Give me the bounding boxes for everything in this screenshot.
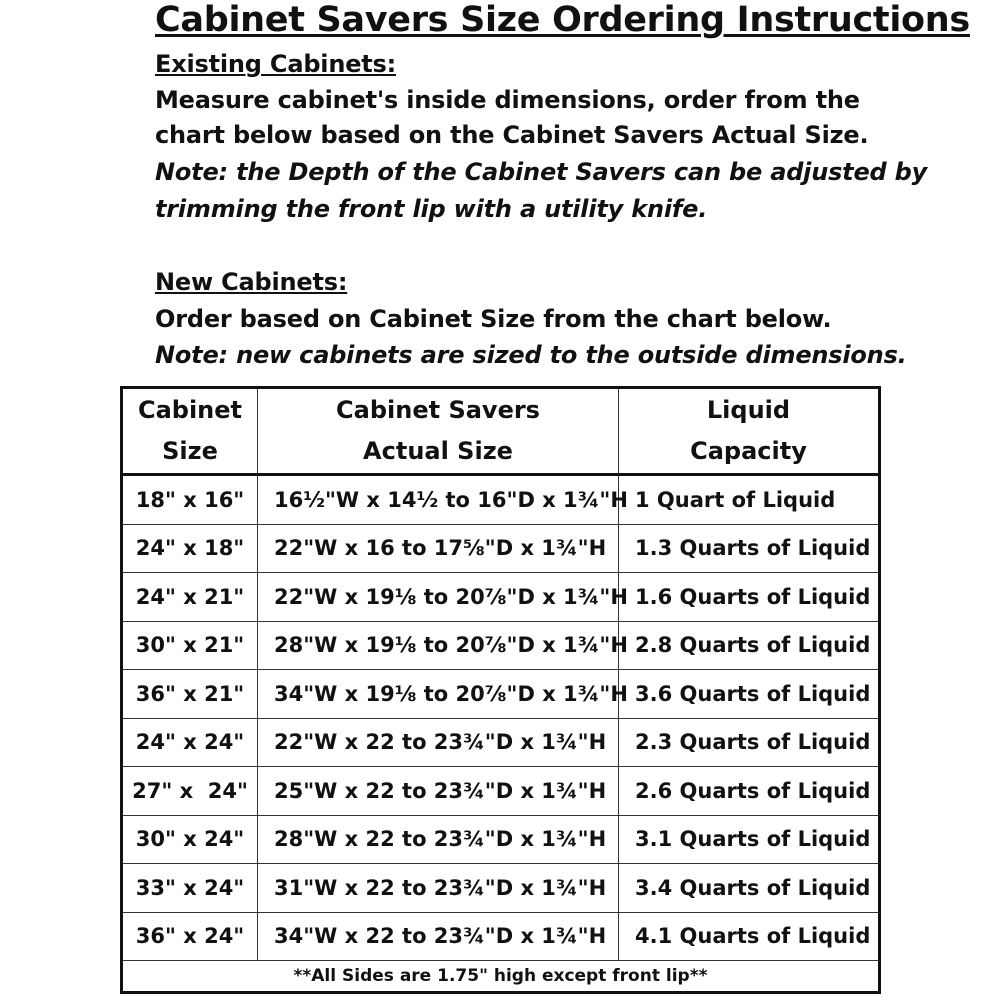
actual-size-cell: 28"W x 19⅛ to 20⅞"D x 1¾"H xyxy=(258,621,619,670)
actual-size-cell: 28"W x 22 to 23¾"D x 1¾"H xyxy=(258,815,619,864)
table-row xyxy=(122,815,880,864)
cabinet-size-cell: 24" x 21" xyxy=(122,573,258,622)
existing-instructions-line-2: chart below based on the Cabinet Savers Actual Size. xyxy=(155,121,869,149)
capacity-cell: 4.1 Quarts of Liquid xyxy=(619,912,880,961)
capacity-cell: 1 Quart of Liquid xyxy=(619,475,880,525)
table-footer-note: **All Sides are 1.75" high except front lip** xyxy=(122,961,880,993)
header-liquid-capacity-line-2: Capacity xyxy=(690,437,807,465)
header-cabinet-size xyxy=(122,388,258,475)
cabinet-size-cell: 18" x 16" xyxy=(122,475,258,525)
capacity-cell: 3.6 Quarts of Liquid xyxy=(619,670,880,719)
table-row xyxy=(122,475,880,525)
header-actual-size xyxy=(258,388,619,475)
cabinet-size-cell: 30" x 21" xyxy=(122,621,258,670)
size-chart-table xyxy=(120,386,881,994)
cabinet-size-cell: 24" x 24" xyxy=(122,718,258,767)
header-cabinet-size-line-1: Cabinet xyxy=(137,396,243,424)
cabinet-size-cell: 30" x 24" xyxy=(122,815,258,864)
table-row xyxy=(122,767,880,816)
header-liquid-capacity xyxy=(619,388,880,475)
table-row xyxy=(122,718,880,767)
cabinet-size-cell: 24" x 18" xyxy=(122,524,258,573)
capacity-cell: 1.6 Quarts of Liquid xyxy=(619,573,880,622)
capacity-cell: 2.3 Quarts of Liquid xyxy=(619,718,880,767)
actual-size-cell: 16½"W x 14½ to 16"D x 1¾"H xyxy=(258,475,619,525)
table-row xyxy=(122,524,880,573)
table-row xyxy=(122,864,880,913)
capacity-cell: 2.8 Quarts of Liquid xyxy=(619,621,880,670)
capacity-cell: 1.3 Quarts of Liquid xyxy=(619,524,880,573)
table-row xyxy=(122,670,880,719)
table-header-row xyxy=(122,388,880,475)
table-row xyxy=(122,912,880,961)
cabinet-size-cell: 36" x 24" xyxy=(122,912,258,961)
existing-instructions-line-1: Measure cabinet's inside dimensions, order from the xyxy=(155,86,860,114)
table-row xyxy=(122,621,880,670)
header-cabinet-size-line-2: Size xyxy=(162,437,218,465)
new-cabinets-heading: New Cabinets: xyxy=(155,268,348,296)
capacity-cell: 3.1 Quarts of Liquid xyxy=(619,815,880,864)
header-actual-size-line-2: Actual Size xyxy=(363,437,513,465)
actual-size-cell: 34"W x 22 to 23¾"D x 1¾"H xyxy=(258,912,619,961)
header-liquid-capacity-line-1: Liquid xyxy=(706,396,791,424)
cabinet-size-cell: 27" x 24" xyxy=(122,767,258,816)
new-instructions-line: Order based on Cabinet Size from the chart below. xyxy=(155,305,832,333)
table-row xyxy=(122,573,880,622)
actual-size-cell: 34"W x 19⅛ to 20⅞"D x 1¾"H xyxy=(258,670,619,719)
existing-note-line-1: Note: the Depth of the Cabinet Savers can be adjusted by xyxy=(155,158,928,186)
new-note-line: Note: new cabinets are sized to the outside dimensions. xyxy=(155,341,907,369)
actual-size-cell: 22"W x 19⅛ to 20⅞"D x 1¾"H xyxy=(258,573,619,622)
header-actual-size-line-1: Cabinet Savers xyxy=(336,396,540,424)
cabinet-size-cell: 33" x 24" xyxy=(122,864,258,913)
capacity-cell: 3.4 Quarts of Liquid xyxy=(619,864,880,913)
actual-size-cell: 22"W x 22 to 23¾"D x 1¾"H xyxy=(258,718,619,767)
capacity-cell: 2.6 Quarts of Liquid xyxy=(619,767,880,816)
actual-size-cell: 25"W x 22 to 23¾"D x 1¾"H xyxy=(258,767,619,816)
actual-size-cell: 31"W x 22 to 23¾"D x 1¾"H xyxy=(258,864,619,913)
existing-cabinets-heading: Existing Cabinets: xyxy=(155,50,397,78)
page-title: Cabinet Savers Size Ordering Instructions xyxy=(155,0,970,40)
actual-size-cell: 22"W x 16 to 17⅝"D x 1¾"H xyxy=(258,524,619,573)
existing-note-line-2: trimming the front lip with a utility knife. xyxy=(155,195,708,223)
table-footer-row xyxy=(122,961,880,993)
cabinet-size-cell: 36" x 21" xyxy=(122,670,258,719)
